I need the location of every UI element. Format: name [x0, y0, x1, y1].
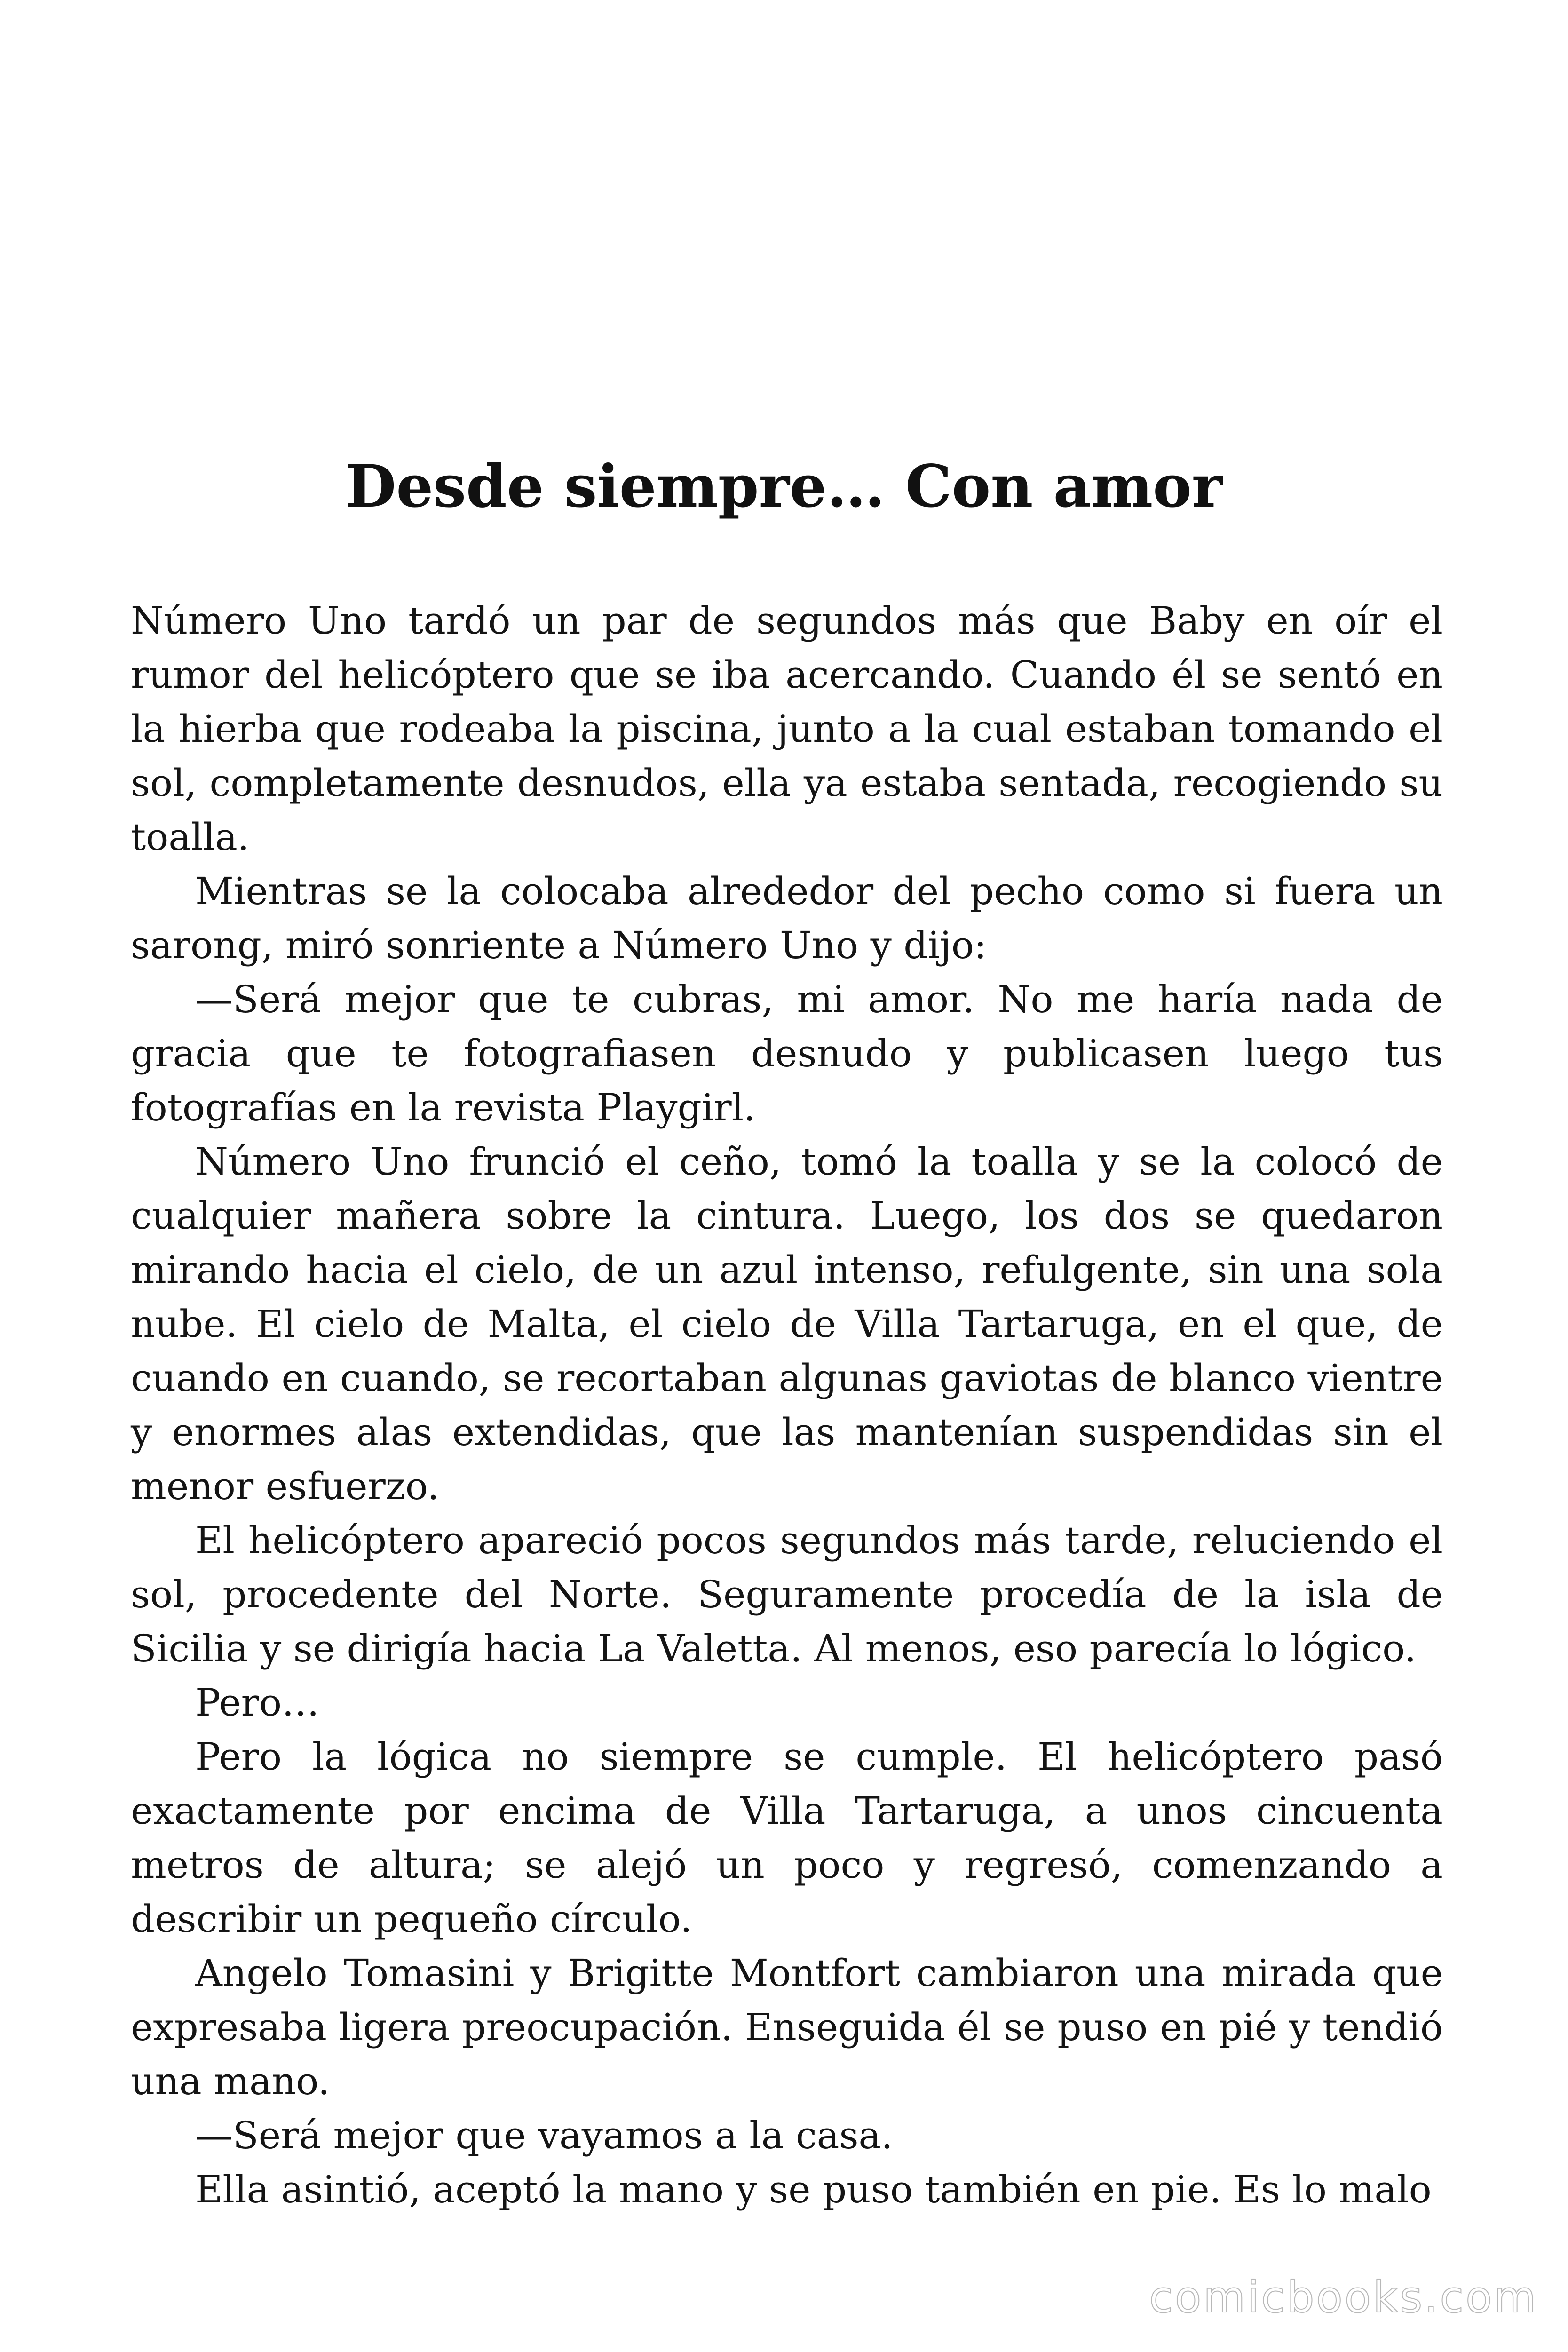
chapter-title: Desde siempre… Con amor: [345, 453, 1223, 521]
paragraph: —Será mejor que te cubras, mi amor. No me haría nada de gracia que te fotografiasen desnudo y publicasen luego tus fotografías en la revista Playgirl.: [131, 977, 1443, 1129]
paragraph: —Será mejor que vayamos a la casa.: [195, 2114, 893, 2157]
paragraph: Número Uno frunció el ceño, tomó la toalla y se la colocó de cualquier mañera sobre la cintura. Luego, los dos se quedaron mirando hacia el cielo, de un azul intenso, refulgente, sin una sola nube. El cielo de Malta, el cielo de Villa Tartaruga, en el que, de cuando en cuando, se recortaban algunas gaviotas de blanco vientre y enormes alas extendidas, que las mantenían suspendidas sin el menor esfuerzo.: [131, 1140, 1443, 1508]
paragraph: Ella asintió, aceptó la mano y se puso también en pie. Es lo malo: [195, 2168, 1432, 2211]
paragraph: Pero…: [195, 1681, 319, 1724]
watermark: comicbooks.com: [1149, 2272, 1538, 2322]
paragraph: Angelo Tomasini y Brigitte Montfort cambiaron una mirada que expresaba ligera preocupación. Enseguida él se puso en pié y tendió una mano.: [131, 1951, 1443, 2103]
paragraph: Número Uno tardó un par de segundos más que Baby en oír el rumor del helicóptero que se iba acercando. Cuando él se sentó en la hierba que rodeaba la piscina, junto a la cual estaban tomando el sol, completamente desnudos, ella ya estaba sentada, recogiendo su toalla.: [131, 599, 1443, 859]
paragraph: El helicóptero apareció pocos segundos más tarde, reluciendo el sol, procedente del Norte. Seguramente procedía de la isla de Sicilia y se dirigía hacia La Valetta. Al menos, eso parecía lo lógico.: [131, 1518, 1443, 1670]
chapter-body: [131, 594, 1443, 2217]
paragraph: Mientras se la colocaba alrededor del pecho como si fuera un sarong, miró sonriente a Número Uno y dijo:: [131, 869, 1443, 967]
paragraph: Pero la lógica no siempre se cumple. El helicóptero pasó exactamente por encima de Villa Tartaruga, a unos cincuenta metros de altura; se alejó un poco y regresó, comenzando a describir un pequeño círculo.: [131, 1735, 1443, 1941]
